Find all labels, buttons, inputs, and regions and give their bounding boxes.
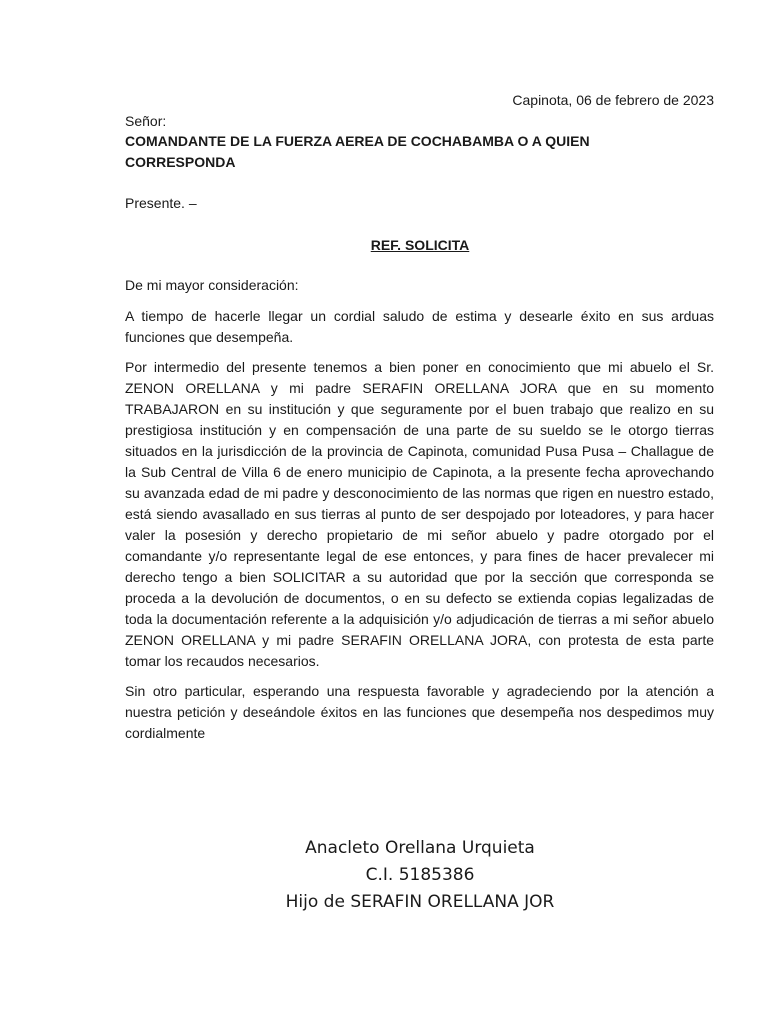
signer-relation: Hijo de SERAFIN ORELLANA JOR	[285, 892, 555, 912]
recipient: COMANDANTE DE LA FUERZA AEREA DE COCHABAMBA O A QUIEN CORRESPONDA	[125, 133, 590, 170]
signer-id: C.I. 5185386	[365, 865, 475, 885]
paragraph-main: Por intermedio del presente tenemos a bien poner en conocimiento que mi abuelo el Sr. ZENON ORELLANA y mi padre SERAFIN ORELLANA JORA que en su momento TRABAJARON en su institución y que seguramente por el buen trabajo que realizo en su prestigiosa institución y en compensación de una parte de su sueldo se le otorgo tierras situados en la jurisdicción de la provincia de Capinota, comunidad Pusa Pusa – Challague de la Sub Central de Villa 6 de enero municipio de Capinota, a la presente fecha aprovechando su avanzada edad de mi padre y desconocimiento de las normas que rigen en nuestro estado, está siendo avasallado en sus tierras al punto de ser despojado por loteadores, y para hacer valer la posesión y derecho propietario de mi señor abuelo y padre otorgado por el comandante y/o representante legal de ese entonces, y para fines de hacer prevalecer mi derecho tengo a bien SOLICITAR a su autoridad que por la sección que corresponda se proceda a la devolución de documentos, o en su defecto se extienda copias legalizadas de toda la documentación referente a la adquisición y/o adjudicación de tierras a mi señor abuelo ZENON ORELLANA y mi padre SERAFIN ORELLANA JORA, con protesta de esta parte tomar los recaudos necesarios.	[125, 359, 714, 669]
reference-heading: REF. SOLICITA	[370, 237, 470, 253]
signature-block	[0, 835, 768, 916]
paragraph-intro: A tiempo de hacerle llegar un cordial saludo de estima y desearle éxito en sus arduas funciones que desempeña.	[125, 308, 714, 345]
presente-line: Presente. –	[125, 195, 197, 211]
letter-body	[125, 275, 714, 753]
salutation: Señor:	[125, 113, 167, 129]
paragraph-closing: Sin otro particular, esperando una respuesta favorable y agradeciendo por la atención a nuestra petición y deseándole éxitos en las funciones que desempeña nos despedimos muy cordialmente	[125, 683, 714, 741]
letter-date: Capinota, 06 de febrero de 2023	[512, 92, 714, 108]
greeting: De mi mayor consideración:	[125, 277, 299, 293]
signer-name: Anacleto Orellana Urquieta	[305, 838, 535, 858]
